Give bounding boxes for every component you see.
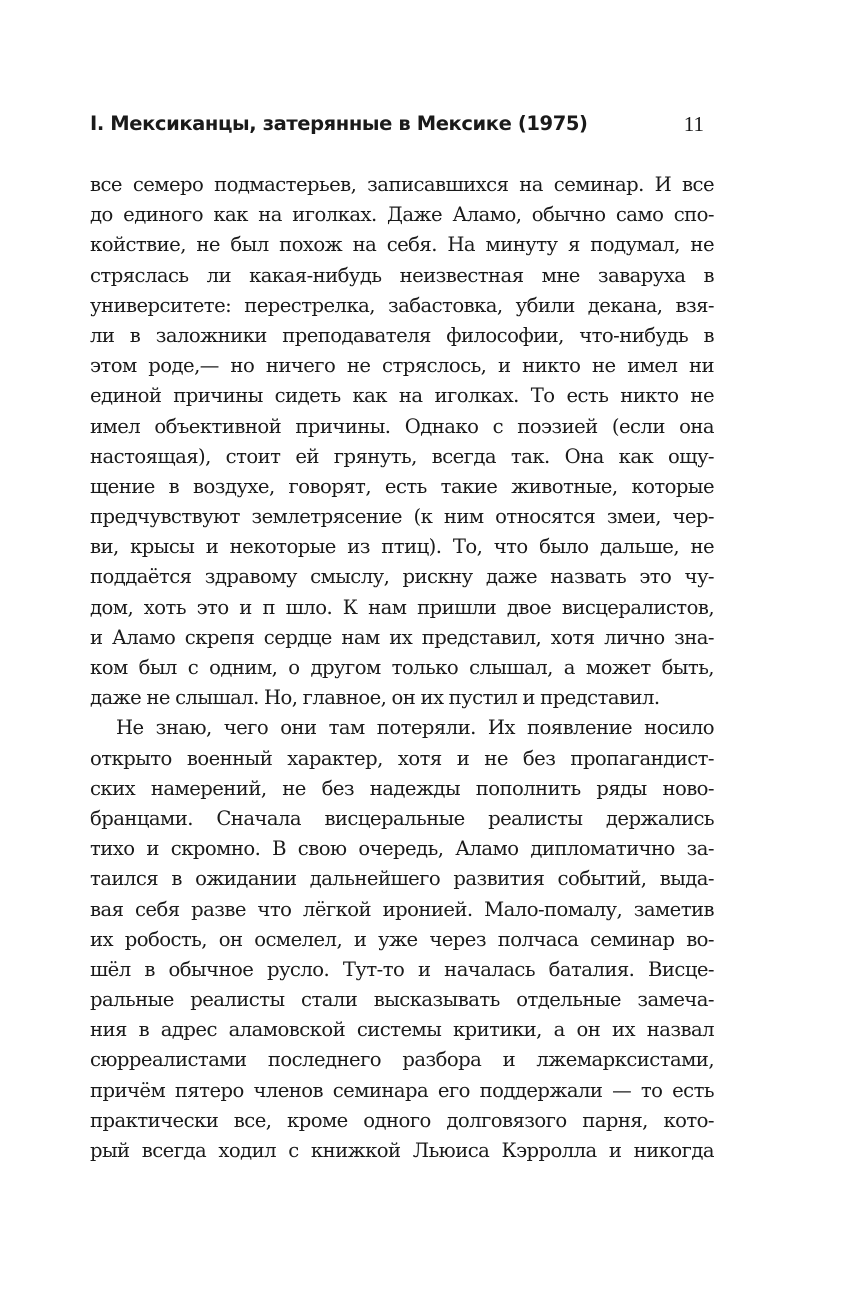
text-line: щение в воздухе, говорят, есть такие животные, которые [90,474,714,498]
text-line: настоящая), стоит ей грянуть, всегда так. Она как ощу- [90,444,714,468]
text-line: рый всегда ходил с книжкой Льюиса Кэрролла и никогда [90,1139,714,1162]
text-line: ских намерений, не без надежды пополнить ряды ново- [90,776,714,800]
text-line: койствие, не был похож на себя. На минуту я подумал, не [90,233,714,257]
text-line: открыто военный характер, хотя и не без пропагандист- [90,746,714,770]
text-line: ли в заложники преподавателя философии, что-нибудь в [90,323,714,347]
text-line: единой причины сидеть как на иголках. То есть никто не [90,384,714,408]
text-line: этом роде,— но ничего не стряслось, и никто не имел ни [90,354,714,378]
text-line: Не знаю, чего они там потеряли. Их появление носило [116,716,714,740]
body-text [90,170,714,1166]
running-title: I. Мексиканцы, затерянные в Мексике (1975) [90,112,588,135]
text-line: и Аламо скрепя сердце нам их представил, хотя лично зна- [90,625,714,649]
text-line: практически все, кроме одного долговязого парня, кото- [90,1108,714,1132]
text-line: ком был с одним, о другом только слышал, а может быть, [90,656,714,679]
text-line: их робость, он осмелел, и уже через полчаса семинар во- [90,927,714,951]
text-line: университете: перестрелка, забастовка, убили декана, взя- [90,293,714,317]
text-line: все семеро подмастерьев, записавшихся на семинар. И все [90,173,714,196]
text-line: ральные реалисты стали высказывать отдельные замеча- [90,988,714,1012]
text-line: бранцами. Сначала висцеральные реалисты держались [90,806,714,830]
text-line: даже не слышал. Но, главное, он их пустил и представил. [90,686,660,710]
text-line: предчувствуют землетрясение (к ним относятся змеи, чер- [90,505,714,529]
text-line: ния в адрес аламовской системы критики, а он их назвал [90,1018,714,1042]
text-line: дом, хоть это и п шло. К нам пришли двое висцералистов, [90,595,714,619]
text-line: шёл в обычное русло. Тут-то и началась баталия. Висце- [90,957,714,981]
paragraph-2 [90,713,714,1166]
text-line: тихо и скромно. В свою очередь, Аламо дипломатично за- [90,837,714,861]
text-line: поддаётся здравому смыслу, рискну даже назвать это чу- [90,565,714,589]
running-head [90,112,714,144]
page-number: 11 [683,112,704,136]
text-line: до единого как на иголках. Даже Аламо, обычно само спо- [90,203,714,227]
text-line: ви, крысы и некоторые из птиц). То, что было дальше, не [90,535,714,559]
paragraph-1 [90,170,714,713]
text-line: таился в ожидании дальнейшего развития событий, выда- [90,867,714,891]
text-line: сюрреалистами последнего разбора и лжемарксистами, [90,1048,714,1072]
text-line: вая себя разве что лёгкой иронией. Мало-помалу, заметив [90,897,714,921]
text-line: имел объективной причины. Однако с поэзией (если она [90,414,714,438]
text-line: причём пятеро членов семинара его поддержали — то есть [90,1078,714,1102]
text-line: стряслась ли какая-нибудь неизвестная мне заваруха в [90,263,714,287]
